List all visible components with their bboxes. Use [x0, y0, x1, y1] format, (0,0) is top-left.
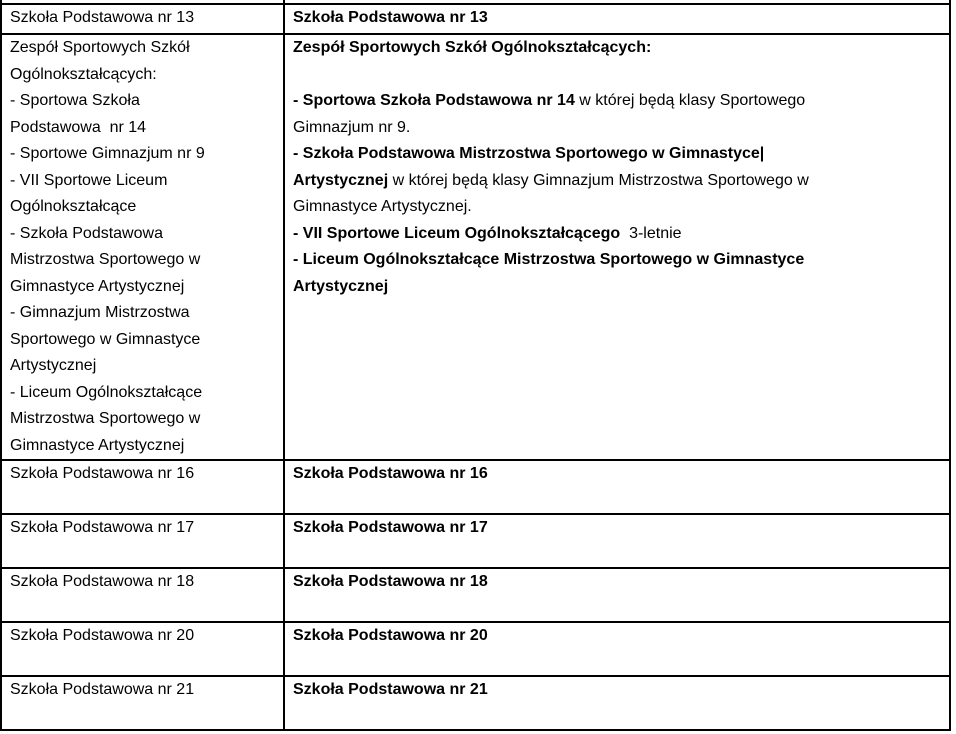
- text-line: [293, 35, 942, 62]
- text-segment: Gimnastyce Artystycznej: [10, 277, 185, 295]
- text-line: [10, 115, 276, 142]
- bold-text-segment: - Szkoła Podstawowa Mistrzostwa Sportowego w Gimnastyce|: [293, 145, 765, 162]
- text-line: [10, 141, 276, 168]
- text-line: [293, 194, 942, 221]
- old-name-cell: [2, 515, 285, 567]
- text-line: [293, 461, 942, 488]
- old-name-cell: [2, 5, 285, 33]
- text-line: [10, 515, 276, 542]
- table-row: [2, 35, 949, 461]
- new-name-cell: [285, 677, 949, 729]
- table-row: [2, 515, 949, 569]
- new-name-cell: [285, 515, 949, 567]
- text-line: [293, 168, 942, 195]
- text-segment: 3-letnie: [620, 224, 682, 242]
- text-segment: Gimnastyce Artystycznej: [10, 436, 185, 454]
- text-line: [10, 677, 276, 704]
- text-line: [10, 168, 276, 195]
- text-line: [10, 221, 276, 248]
- table-row: [2, 5, 949, 35]
- text-segment: - Sportowa Szkoła: [10, 92, 140, 109]
- text-segment: Szkoła Podstawowa nr 17: [10, 519, 195, 536]
- new-name-cell: [285, 5, 949, 33]
- text-line: [293, 247, 942, 274]
- text-line: [10, 569, 276, 596]
- bold-text-segment: Szkoła Podstawowa nr 17: [293, 519, 488, 536]
- text-line: [10, 5, 276, 32]
- text-segment: Szkoła Podstawowa nr 21: [10, 681, 195, 698]
- text-line: [293, 221, 942, 248]
- text-line: [10, 623, 276, 650]
- text-line: [10, 88, 276, 115]
- bold-text-segment: Szkoła Podstawowa nr 16: [293, 465, 488, 482]
- old-name-cell: [2, 461, 285, 513]
- text-line: [293, 623, 942, 650]
- text-segment: - Sportowe Gimnazjum nr 9: [10, 145, 205, 162]
- text-segment: Gimnastyce Artystycznej.: [293, 198, 472, 215]
- bold-text-segment: Artystycznej: [293, 171, 389, 189]
- text-segment: - Szkoła Podstawowa: [10, 224, 163, 242]
- text-line: [10, 406, 276, 433]
- old-name-cell: [2, 569, 285, 621]
- text-segment: - Gimnazjum Mistrzostwa: [10, 304, 190, 321]
- text-line: [293, 88, 942, 115]
- old-name-cell: [2, 35, 285, 459]
- text-line: [10, 274, 276, 301]
- bold-text-segment: - VII Sportowe Liceum Ogólnokształcącego: [293, 224, 621, 242]
- text-segment: Artystycznej: [10, 357, 97, 374]
- table-row: [2, 569, 949, 623]
- bold-text-segment: - Liceum Ogólnokształcące Mistrzostwa Sportowego w Gimnastyce: [293, 251, 805, 268]
- bold-text-segment: Szkoła Podstawowa nr 13: [293, 9, 488, 26]
- table-row: [2, 461, 949, 515]
- text-line: [10, 327, 276, 354]
- bold-text-segment: Artystycznej: [293, 277, 389, 295]
- bold-text-segment: - Sportowa Szkoła Podstawowa nr 14: [293, 92, 575, 109]
- text-line: [10, 353, 276, 380]
- text-line: [10, 35, 276, 62]
- text-segment: Ogólnokształcące: [10, 198, 137, 215]
- new-name-cell: [285, 623, 949, 675]
- text-line: [293, 515, 942, 542]
- bold-text-segment: Szkoła Podstawowa nr 20: [293, 627, 488, 644]
- table-row: [2, 677, 949, 729]
- text-line: [10, 461, 276, 488]
- bold-text-segment: Szkoła Podstawowa nr 18: [293, 573, 488, 590]
- new-name-cell: [285, 569, 949, 621]
- old-name-cell: [2, 677, 285, 729]
- text-line: [10, 380, 276, 407]
- text-line: [10, 433, 276, 460]
- new-name-cell: [285, 461, 949, 513]
- text-line: [293, 274, 942, 301]
- text-line: [10, 194, 276, 221]
- old-name-cell: [2, 623, 285, 675]
- text-segment: Szkoła Podstawowa nr 18: [10, 573, 195, 590]
- text-line: [293, 62, 942, 89]
- text-line: [293, 5, 942, 32]
- text-line: [293, 569, 942, 596]
- text-segment: - VII Sportowe Liceum: [10, 171, 168, 189]
- text-segment: Podstawowa nr 14: [10, 118, 147, 136]
- schools-table: [0, 3, 951, 731]
- text-segment: - Liceum Ogólnokształcące: [10, 383, 203, 401]
- new-name-cell: [285, 35, 949, 459]
- text-segment: Mistrzostwa Sportowego w: [10, 251, 201, 268]
- text-line: [293, 115, 942, 142]
- text-segment: Szkoła Podstawowa nr 16: [10, 465, 195, 482]
- text-line: [293, 677, 942, 704]
- text-segment: Sportowego w Gimnastyce: [10, 330, 201, 348]
- text-line: [293, 141, 942, 168]
- text-segment: Szkoła Podstawowa nr 13: [10, 9, 195, 26]
- text-segment: w której będą klasy Gimnazjum Mistrzostwa Sportowego w: [388, 171, 809, 189]
- text-line: [10, 62, 276, 89]
- text-segment: Ogólnokształcących:: [10, 65, 157, 83]
- bold-text-segment: Szkoła Podstawowa nr 21: [293, 681, 488, 698]
- text-segment: Mistrzostwa Sportowego w: [10, 410, 201, 427]
- text-segment: Zespół Sportowych Szkół: [10, 39, 190, 56]
- bold-text-segment: Zespół Sportowych Szkół Ogólnokształcących:: [293, 39, 652, 56]
- text-segment: w której będą klasy Sportowego: [574, 92, 806, 109]
- text-line: [10, 247, 276, 274]
- table-row: [2, 623, 949, 677]
- text-segment: Szkoła Podstawowa nr 20: [10, 627, 195, 644]
- text-line: [10, 300, 276, 327]
- text-segment: Gimnazjum nr 9.: [293, 118, 411, 136]
